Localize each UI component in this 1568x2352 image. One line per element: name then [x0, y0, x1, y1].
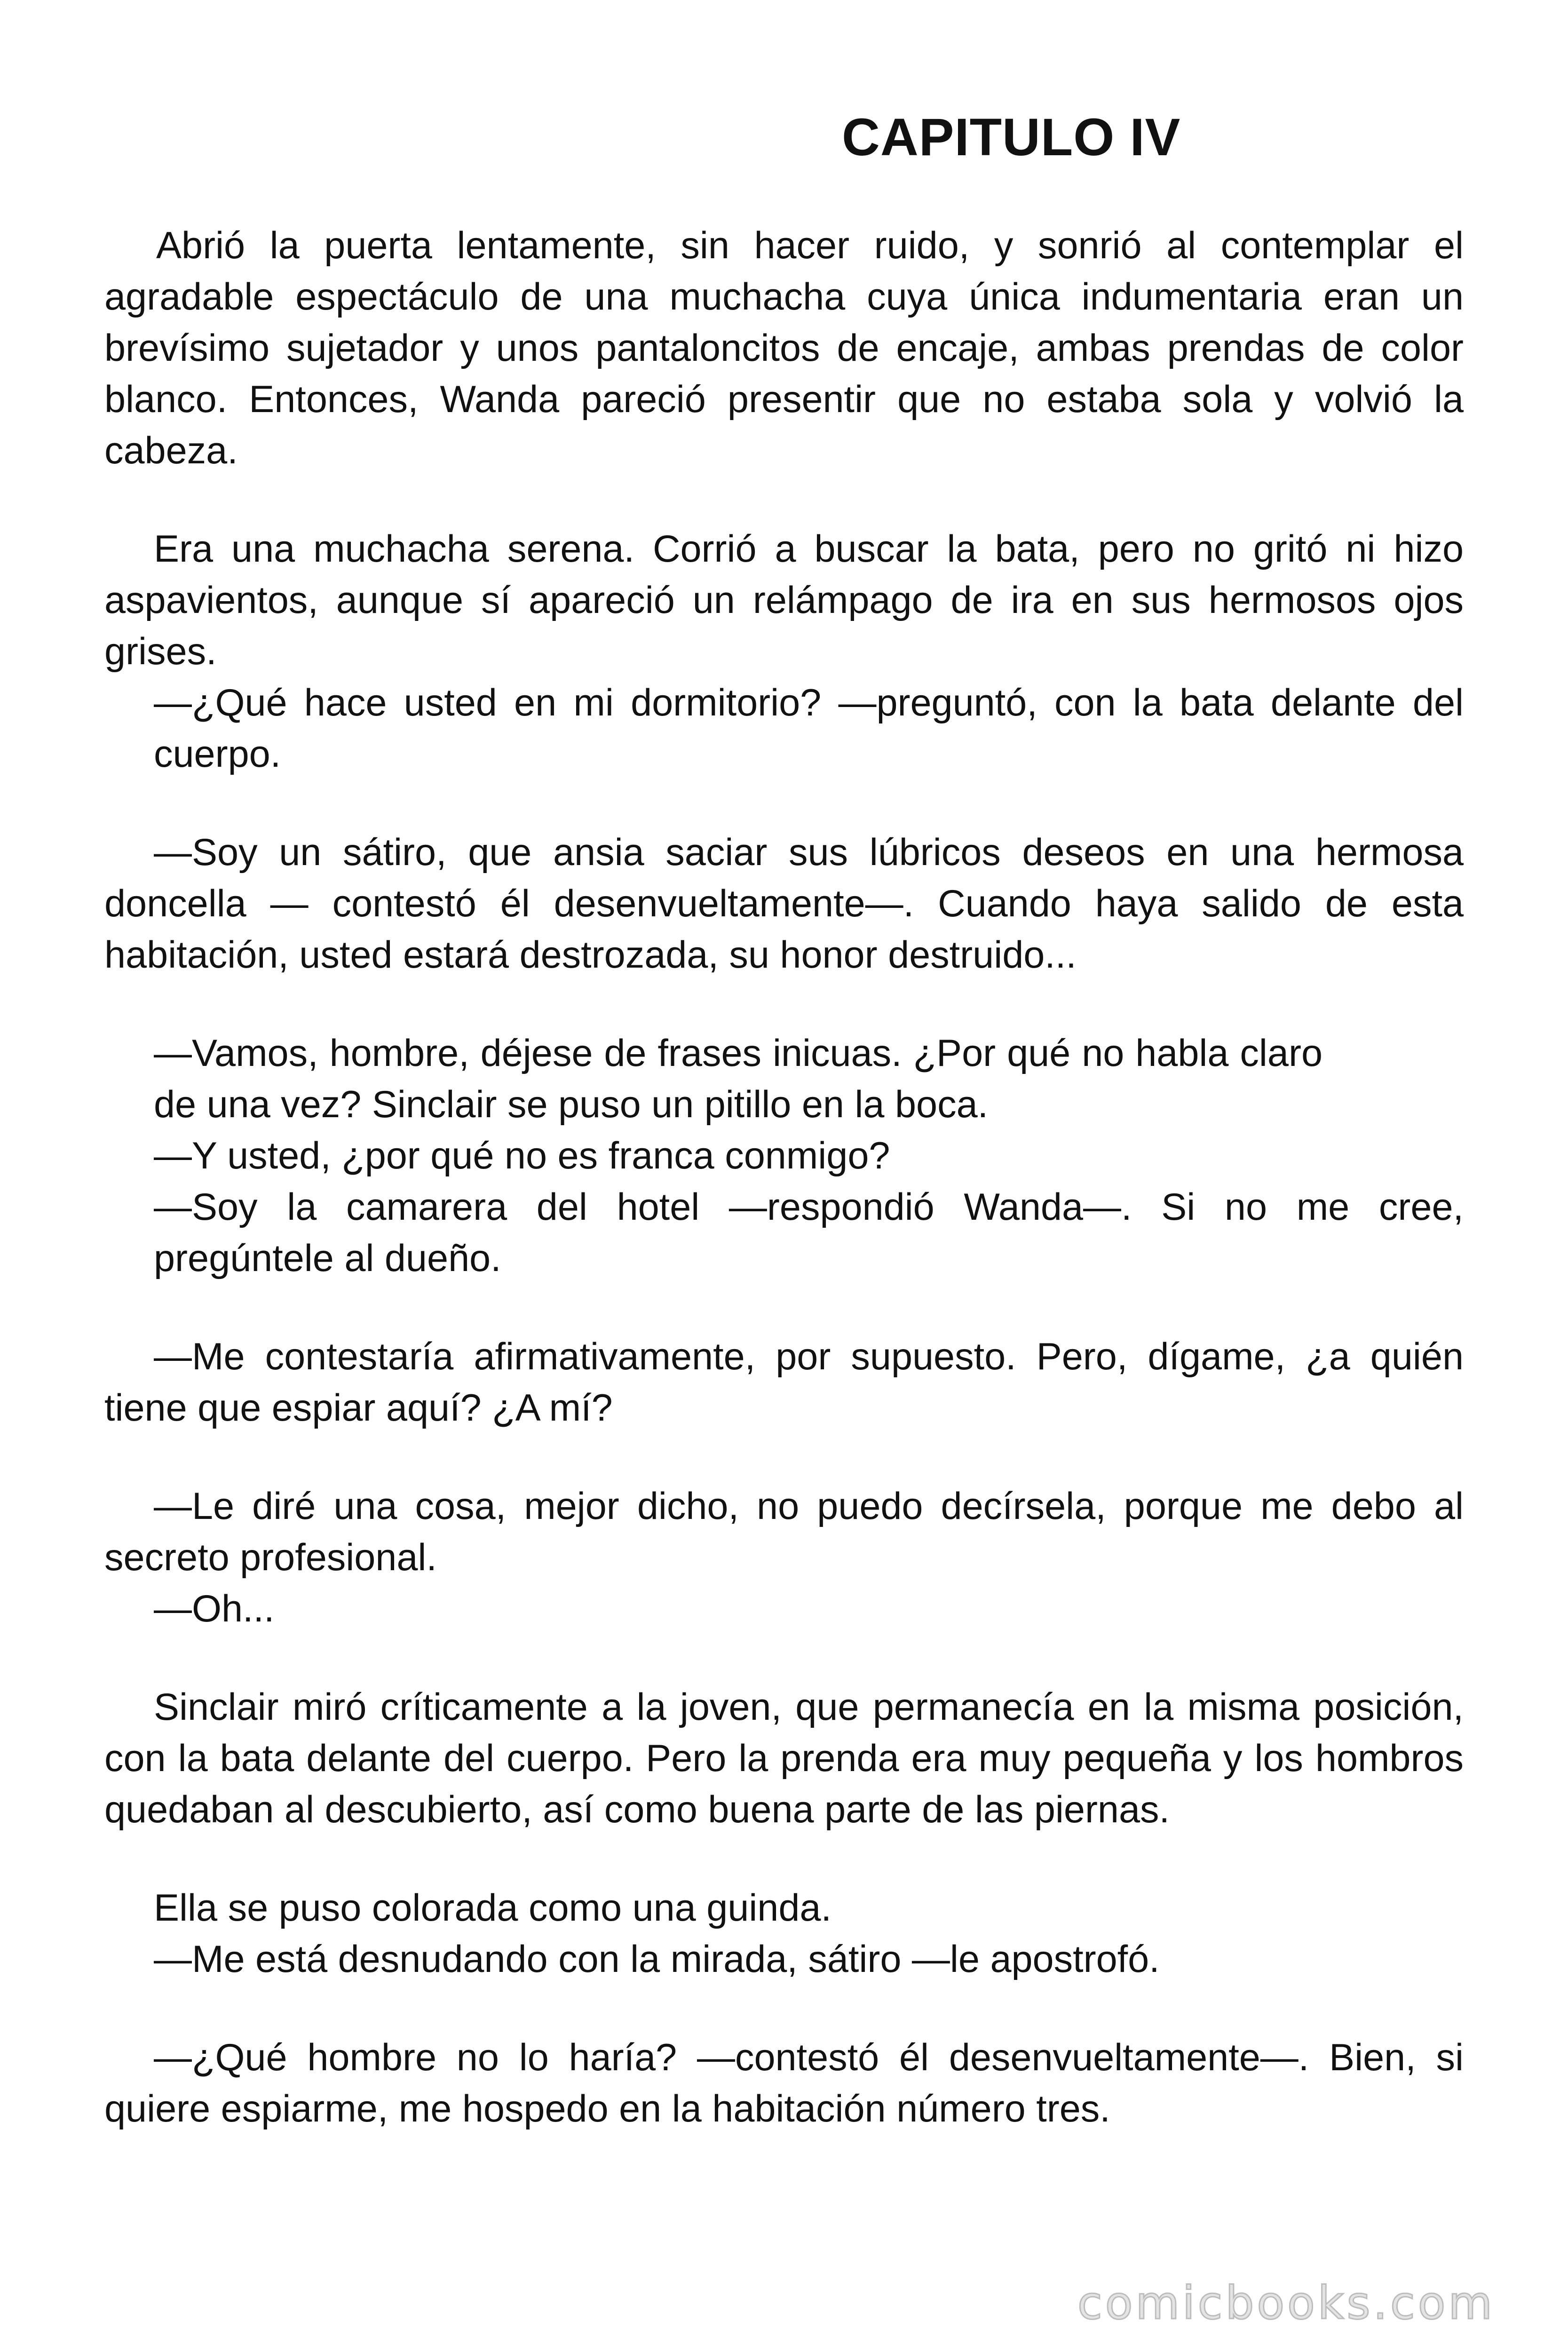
paragraph-5: —Vamos, hombre, déjese de frases inicuas. ¿Por qué no habla claro de una vez? Sinclair se puso un pitillo en la boca. — [154, 1032, 1323, 1126]
paragraph-11: Sinclair miró críticamente a la joven, que permanecía en la misma posición, con la bata delante del cuerpo. Pero la prenda era muy pequeña y los hombros quedaban al descubierto, así como buena parte de las piernas. — [104, 1686, 1464, 1831]
paragraph-2: Era una muchacha serena. Corrió a buscar la bata, pero no gritó ni hizo aspavientos, aunque sí apareció un relámpago de ira en sus hermosos ojos grises. — [104, 528, 1464, 673]
paragraph-3: —¿Qué hace usted en mi dormitorio? —preguntó, con la bata delante del cuerpo. — [154, 682, 1464, 775]
paragraph-10: —Oh... — [154, 1588, 275, 1630]
watermark-logo: comicbooks.com — [1077, 2277, 1495, 2329]
paragraph-7: —Soy la camarera del hotel —respondió Wanda—. Si no me cree, pregúntele al dueño. — [154, 1186, 1464, 1279]
paragraph-12: Ella se puso colorada como una guinda. — [154, 1887, 832, 1929]
paragraph-14: —¿Qué hombre no lo haría? —contestó él desenvueltamente—. Bien, si quiere espiarme, me hospedo en la habitación número tres. — [104, 2036, 1464, 2130]
paragraph-6: —Y usted, ¿por qué no es franca conmigo? — [154, 1135, 890, 1177]
paragraph-1: Abrió la puerta lentamente, sin hacer ruido, y sonrió al contemplar el agradable espectáculo de una muchacha cuya única indumentaria eran un brevísimo sujetador y unos pantaloncitos de encaje, ambas prendas de color blanco. Entonces, Wanda pareció presentir que no estaba sola y volvió la cabeza. — [104, 224, 1464, 472]
paragraph-13: —Me está desnudando con la mirada, sátiro —le apostrofó. — [154, 1938, 1160, 1980]
paragraph-4: —Soy un sátiro, que ansia saciar sus lúbricos deseos en una hermosa doncella — contestó él desenvueltamente—. Cuando haya salido de esta habitación, usted estará destrozada, su honor destruido... — [104, 831, 1464, 976]
body-text — [104, 220, 1464, 2135]
paragraph-8: —Me contestaría afirmativamente, por supuesto. Pero, dígame, ¿a quién tiene que espiar aquí? ¿A mí? — [104, 1335, 1464, 1429]
chapter-title: CAPITULO IV — [842, 108, 1181, 167]
paragraph-9: —Le diré una cosa, mejor dicho, no puedo decírsela, porque me debo al secreto profesional. — [104, 1485, 1464, 1579]
